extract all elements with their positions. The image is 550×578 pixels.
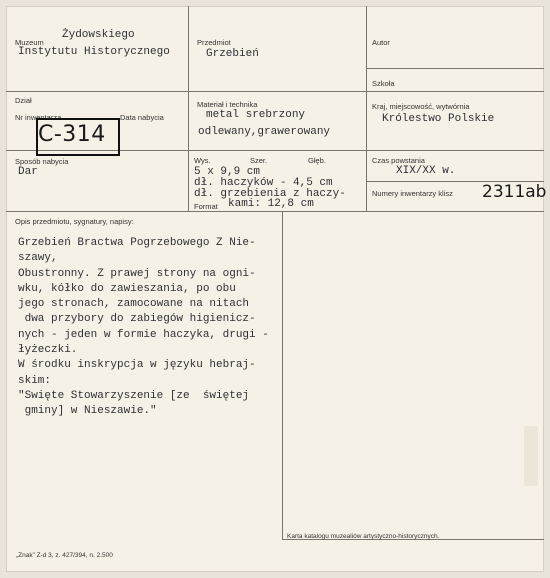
label-material: Materiał i technika (197, 100, 258, 109)
label-szkola: Szkoła (372, 79, 395, 88)
label-data-nabycia: Data nabycia (120, 113, 164, 122)
label-opis: Opis przedmiotu, sygnatury, napisy: (15, 217, 134, 226)
col-divider-1 (188, 6, 189, 211)
description-line: wku, kółko do zawieszania, po obu (18, 282, 236, 295)
label-szer: Szer. (250, 156, 268, 165)
description-line: jego stronach, zamocowane na nitach (18, 298, 250, 311)
description-line: szawy, (18, 252, 58, 265)
label-klisze: Numery inwentarzy klisz (372, 189, 453, 198)
label-nr-inwentarza: Nr inwentarza (15, 113, 62, 122)
wymiary-line2: dł. haczyków - 4,5 cm (194, 177, 333, 189)
muzeum-line1: Żydowskiego (62, 29, 135, 41)
description-line: dwa przybory do zabiegów higienicz- (18, 313, 256, 326)
description-line: nych - jeden w formie haczyka, drugi - (18, 328, 269, 341)
czas-value: XIX/XX w. (396, 165, 456, 177)
description-line: łyżeczki. (18, 344, 78, 357)
label-czas: Czas powstania (372, 156, 425, 165)
label-gleb: Głęb. (308, 156, 326, 165)
autor-szkola-divider (366, 68, 544, 69)
label-kraj: Kraj, miejscowość, wytwórnia (372, 102, 470, 111)
label-autor: Autor (372, 38, 390, 47)
label-przedmiot: Przedmiot (197, 38, 231, 47)
row-divider-1 (6, 91, 544, 92)
inventory-number: C-314 (38, 122, 106, 147)
description-line: W środku inskrypcja w języku hebraj- (18, 359, 256, 372)
label-sposob: Sposób nabycia (15, 157, 69, 166)
klisze-number: 2311ab (482, 182, 547, 202)
przedmiot-value: Grzebień (206, 48, 259, 60)
label-format: Format (194, 202, 218, 211)
description-line: Grzebień Bractwa Pogrzebowego Z Nie- (18, 237, 256, 249)
paper-stain (524, 426, 538, 486)
wymiary-line4: kami: 12,8 cm (228, 198, 314, 210)
wymiary-line1: 5 x 9,9 cm (194, 166, 261, 178)
card-footer-caption: Karta katalogu muzealiów artystyczno-historycznych. (287, 533, 440, 540)
label-dzial: Dział (15, 96, 32, 105)
kraj-value: Królestwo Polskie (382, 113, 495, 125)
description-text (18, 236, 318, 420)
muzeum-line2: Instytutu Historycznego (18, 46, 170, 58)
print-info: „Znak” Z-d 3, z. 427/394, n. 2.500 (16, 552, 113, 559)
col-divider-2 (366, 6, 367, 211)
description-line: skim: (18, 374, 52, 387)
label-wys: Wys. (194, 156, 211, 165)
wymiary-line3: dł. grzebienia z haczy- (194, 188, 346, 200)
description-line: "Swięte Stowarzyszenie [ze świętej (18, 389, 250, 402)
description-line: gminy] w Nieszawie." (18, 405, 157, 418)
row-divider-3 (6, 211, 544, 212)
catalog-card (6, 6, 547, 572)
label-muzeum: Muzeum (15, 38, 44, 47)
sposob-value: Dar (18, 166, 38, 178)
material-line2: odlewany,grawerowany (198, 126, 331, 138)
material-line1: metal srebrzony (206, 109, 306, 121)
description-line: Obustronny. Z prawej strony na ogni- (18, 267, 256, 280)
